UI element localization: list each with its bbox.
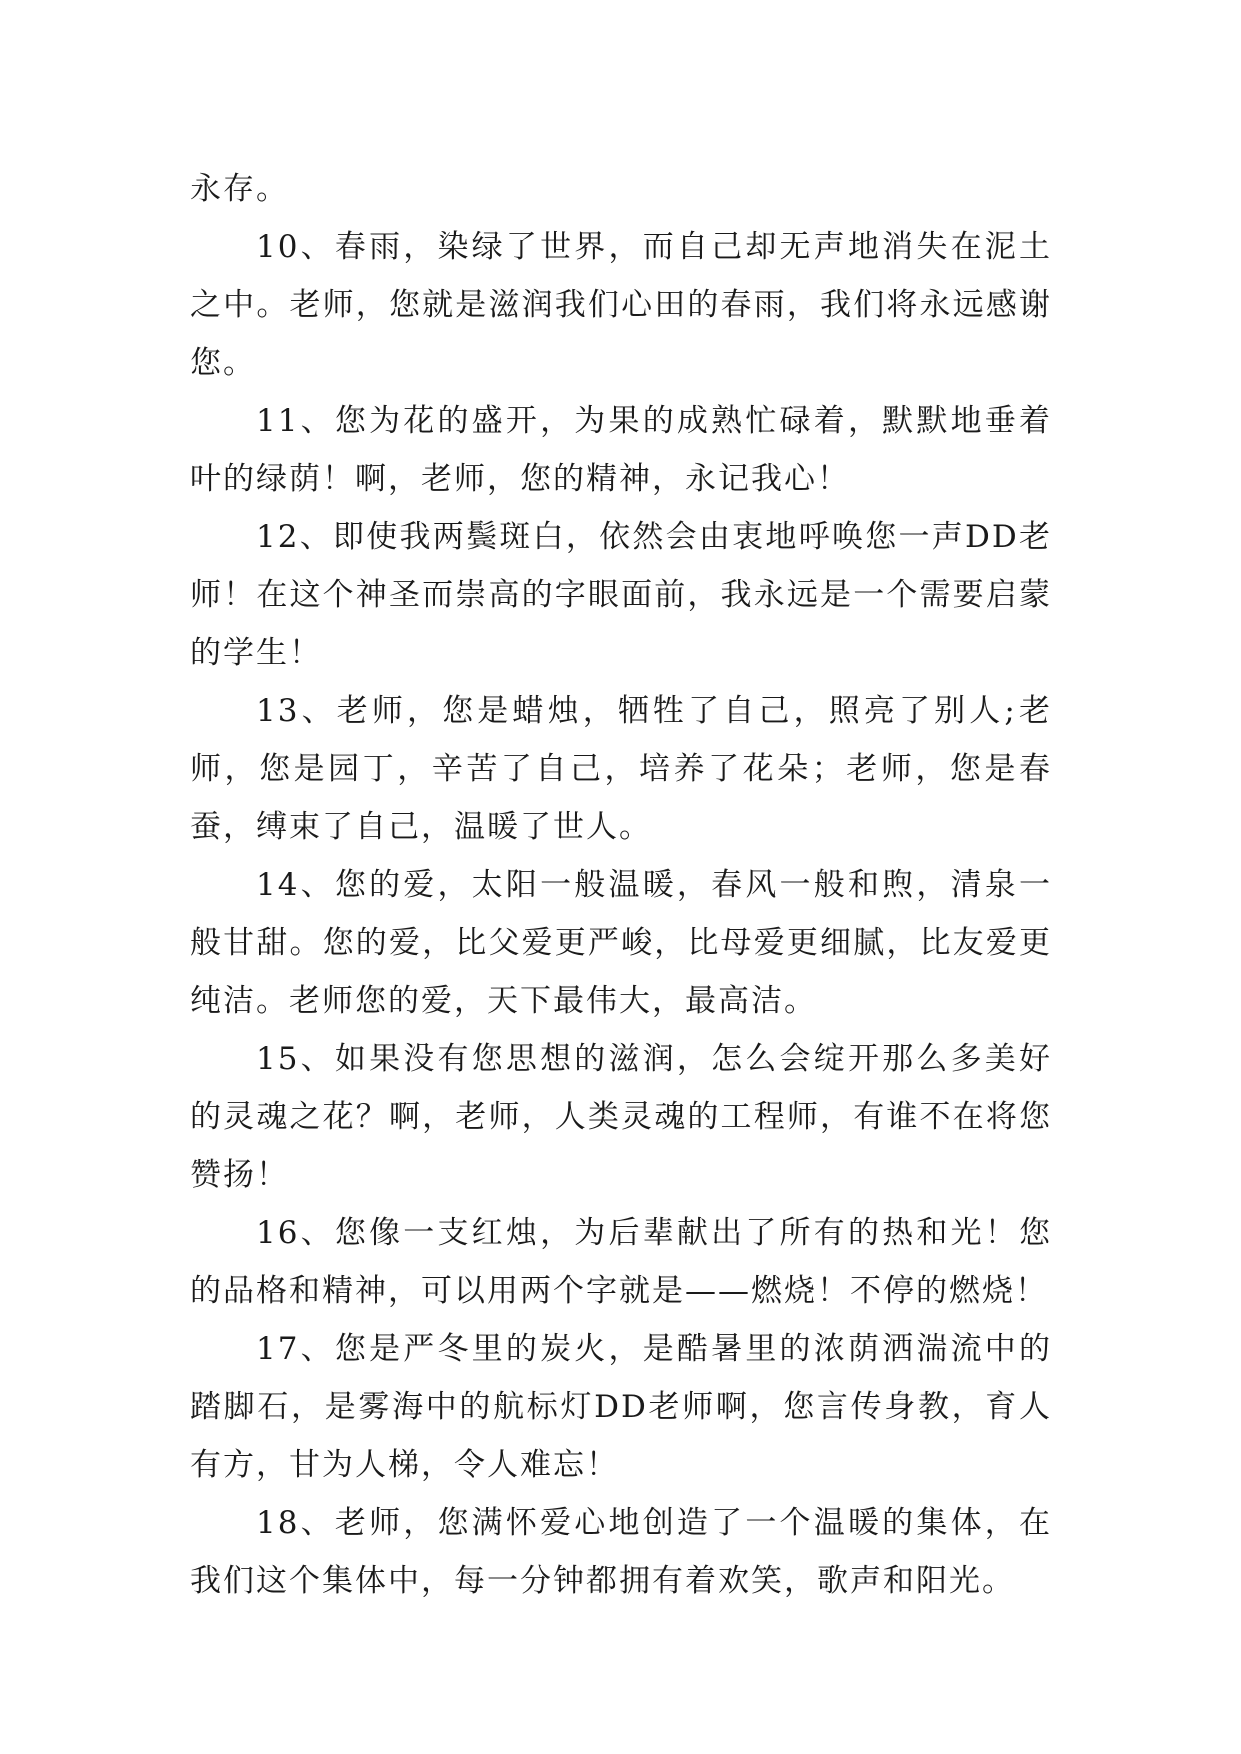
- paragraph-item-17: 17、您是严冬里的炭火，是酷暑里的浓荫洒湍流中的踏脚石，是雾海中的航标灯DD老师啊，您言传身教，育人有方，甘为人梯，令人难忘！: [190, 1331, 1052, 1483]
- paragraph-item-18: 18、老师，您满怀爱心地创造了一个温暖的集体，在我们这个集体中，每一分钟都拥有着欢笑，歌声和阳光。: [190, 1505, 1052, 1599]
- paragraph-item-16: 16、您像一支红烛，为后辈献出了所有的热和光！您的品格和精神，可以用两个字就是——燃烧！不停的燃烧！: [190, 1215, 1052, 1309]
- paragraph-continuation: 永存。: [190, 171, 289, 207]
- paragraph-item-10: 10、春雨，染绿了世界，而自己却无声地消失在泥土之中。老师，您就是滋润我们心田的春雨，我们将永远感谢您。: [190, 229, 1052, 381]
- document-body: [190, 160, 1052, 1610]
- paragraph-item-15: 15、如果没有您思想的滋润，怎么会绽开那么多美好的灵魂之花？啊，老师，人类灵魂的工程师，有谁不在将您赞扬！: [190, 1041, 1052, 1193]
- paragraph-item-13: 13、老师，您是蜡烛，牺牲了自己，照亮了别人;老师，您是园丁，辛苦了自己，培养了花朵；老师，您是春蚕，缚束了自己，温暖了世人。: [190, 693, 1052, 845]
- paragraph-item-11: 11、您为花的盛开，为果的成熟忙碌着，默默地垂着叶的绿荫！啊，老师，您的精神，永记我心！: [190, 403, 1052, 497]
- paragraph-item-14: 14、您的爱，太阳一般温暖，春风一般和煦，清泉一般甘甜。您的爱，比父爱更严峻，比母爱更细腻，比友爱更纯洁。老师您的爱，天下最伟大，最高洁。: [190, 867, 1052, 1019]
- paragraph-item-12: 12、即使我两鬓斑白，依然会由衷地呼唤您一声DD老师！在这个神圣而崇高的字眼面前，我永远是一个需要启蒙的学生！: [190, 519, 1052, 671]
